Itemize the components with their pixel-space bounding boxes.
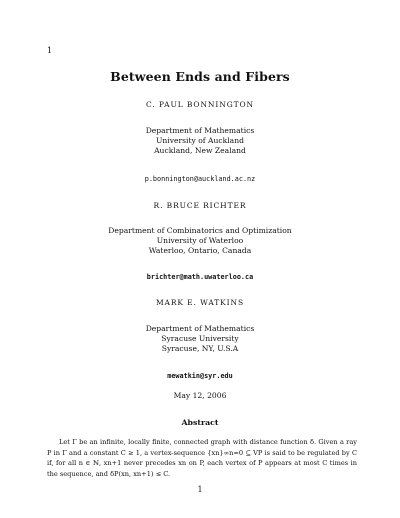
paper-title: Between Ends and Fibers	[110, 69, 290, 84]
author-email: p.bonnington@auckland.ac.nz	[144, 175, 256, 183]
affiliation-line: Department of Combinatorics and Optimization	[108, 226, 292, 235]
author-affiliation	[0, 126, 400, 156]
author-name: MARK E. WATKINS	[155, 298, 245, 307]
affiliation-line: Syracuse, NY, U.S.A	[161, 344, 239, 353]
abstract-heading: Abstract	[181, 418, 219, 427]
affiliation-line: University of Waterloo	[156, 236, 244, 245]
abstract-text: Let Γ be an infinite, locally finite, connected graph with distance function δ. Given a ray P in Γ and a constant C ≥ 1, a vertex-sequence {xn}∞n=0 ⊆ VP is said to be regulated by C if, for all n ∈ ℕ, xn+1 never precedes xn on P, each vertex of P appears at most C times in the sequence, and δP(xn, xn+1) ≤ C.	[47, 438, 357, 478]
affiliation-line: Department of Mathematics	[145, 324, 255, 333]
author-affiliation	[0, 324, 400, 354]
affiliation-line: Syracuse University	[161, 334, 239, 343]
author-affiliation	[0, 226, 400, 256]
paper-date: May 12, 2006	[173, 391, 227, 400]
affiliation-line: University of Auckland	[156, 136, 244, 145]
author-name: R. BRUCE RICHTER	[153, 201, 247, 210]
affiliation-line: Waterloo, Ontario, Canada	[148, 246, 252, 255]
affiliation-line: Auckland, New Zealand	[154, 146, 246, 155]
author-email: brichter@math.uwaterloo.ca	[146, 273, 254, 281]
abstract-body	[47, 437, 357, 479]
author-email: mewatkin@syr.edu	[167, 372, 233, 380]
bottom-page-number: 1	[197, 485, 203, 494]
affiliation-line: Department of Mathematics	[145, 126, 255, 135]
author-name: C. PAUL BONNINGTON	[145, 100, 255, 109]
top-page-number: 1	[47, 46, 53, 55]
